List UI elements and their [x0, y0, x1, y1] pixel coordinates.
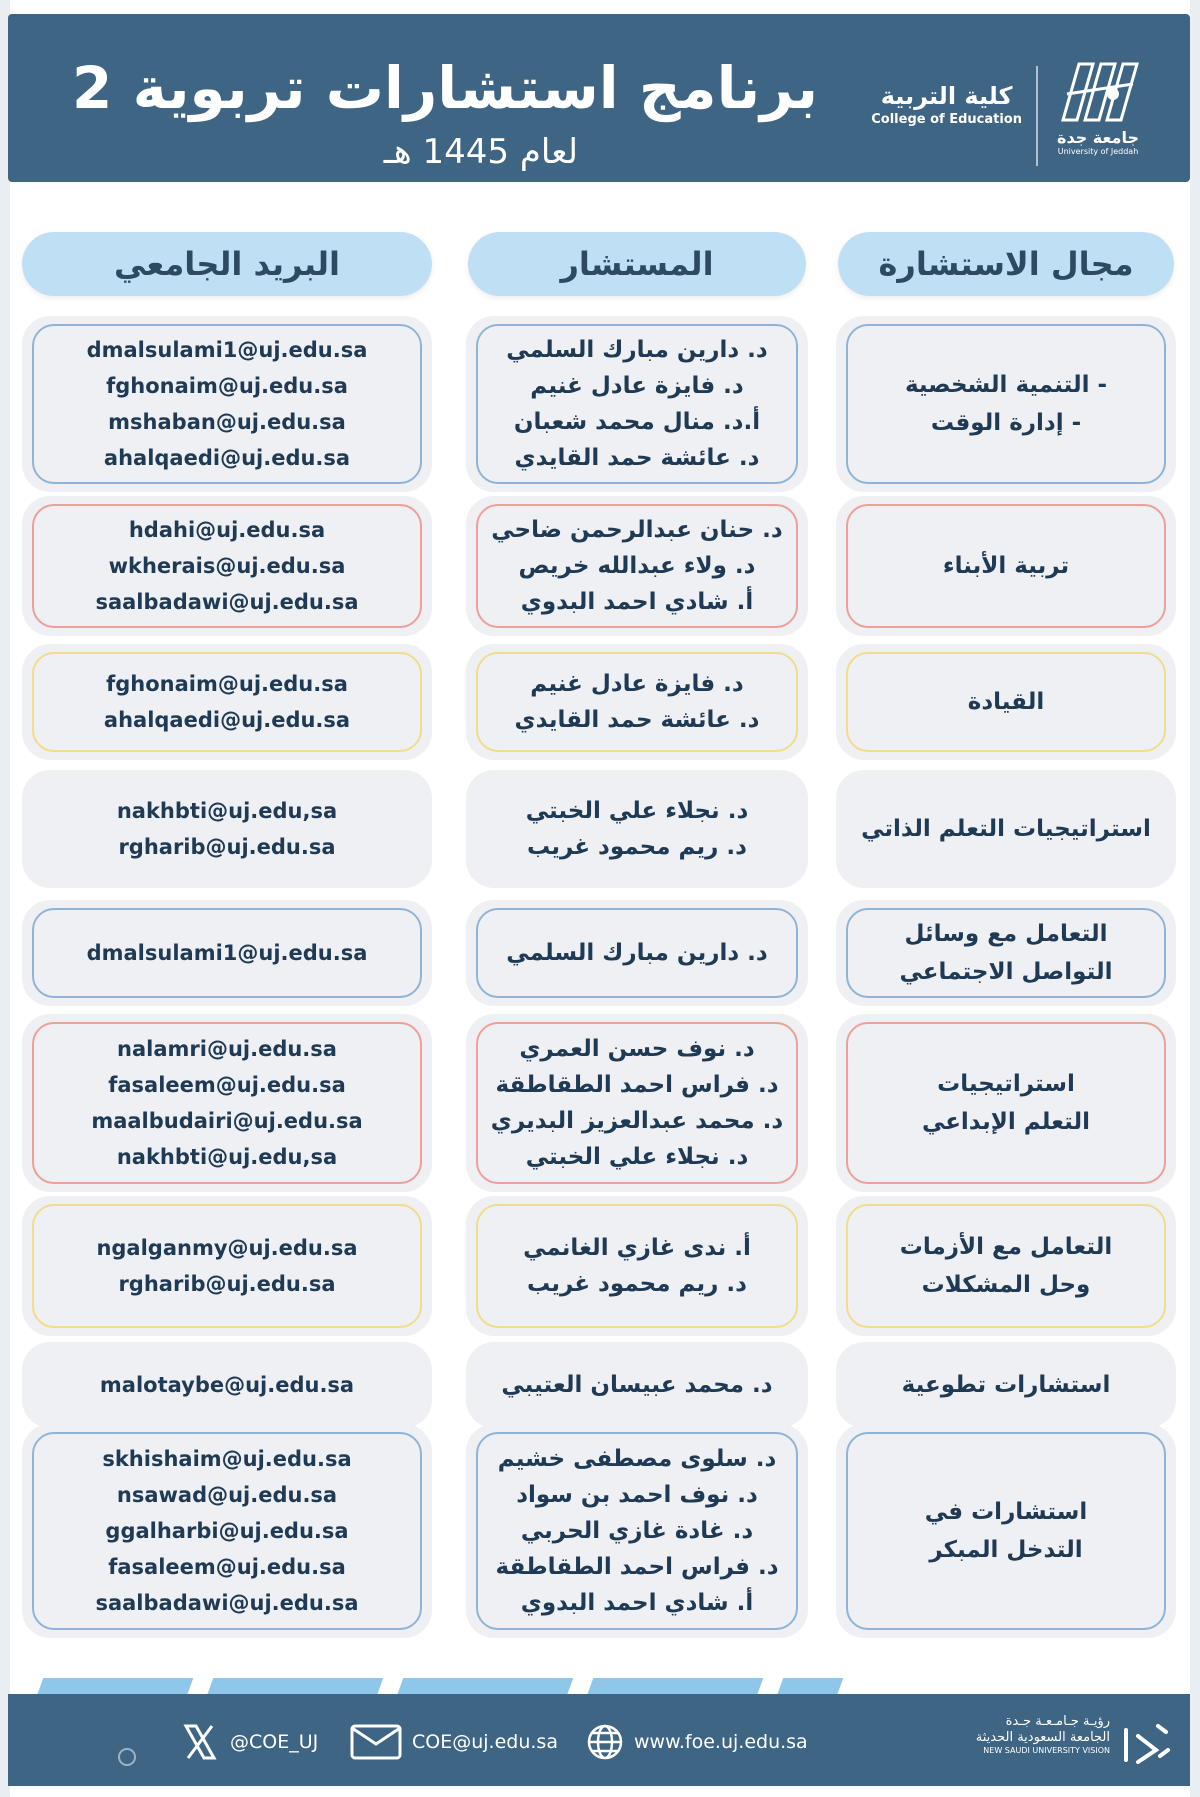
email-contact[interactable] — [350, 1722, 558, 1762]
email-cell — [22, 1014, 432, 1192]
website-url: www.foe.uj.edu.sa — [634, 1731, 808, 1753]
consultant-email[interactable]: skhishaim@uj.edu.sa — [102, 1447, 352, 1471]
field-cell — [836, 1342, 1176, 1428]
column-header-email: البريد الجامعي — [22, 232, 432, 296]
consultant-email[interactable]: maalbudairi@uj.edu.sa — [91, 1109, 363, 1133]
globe-icon — [586, 1723, 624, 1761]
consultant-name: د. نجلاء علي الخبتي — [525, 1144, 749, 1170]
consultant-name: د. نجلاء علي الخبتي — [525, 798, 749, 824]
consultant-cell — [466, 1424, 808, 1638]
consultant-name: د. نوف حسن العمري — [519, 1036, 755, 1062]
consultant-email[interactable]: fasaleem@uj.edu.sa — [108, 1073, 346, 1097]
consultant-email[interactable]: fasaleem@uj.edu.sa — [108, 1555, 346, 1579]
consultant-email[interactable]: mshaban@uj.edu.sa — [108, 410, 346, 434]
footer-bar — [8, 1694, 1190, 1786]
consultant-email[interactable]: hdahi@uj.edu.sa — [128, 518, 326, 542]
consultant-name: د. سلوى مصطفى خشيم — [497, 1446, 777, 1472]
field-cell — [836, 1014, 1176, 1192]
consultant-name: د. ريم محمود غريب — [527, 834, 747, 860]
table-row — [0, 1014, 1200, 1192]
consultation-field: وحل المشكلات — [921, 1272, 1091, 1298]
consultant-email[interactable]: nalamri@uj.edu.sa — [117, 1037, 337, 1061]
consultant-email[interactable]: nsawad@uj.edu.sa — [116, 1483, 338, 1507]
consultation-field: استراتيجيات التعلم الذاتي — [861, 816, 1151, 842]
contact-email: COE@uj.edu.sa — [412, 1731, 558, 1753]
consultation-field: استراتيجيات — [937, 1071, 1075, 1097]
mail-icon — [350, 1724, 402, 1760]
consultant-cell — [466, 1196, 808, 1336]
email-cell — [22, 1342, 432, 1428]
consultant-email[interactable]: ggalharbi@uj.edu.sa — [105, 1519, 349, 1543]
website-contact[interactable] — [586, 1722, 808, 1762]
consultant-name: د. فايزة عادل غنيم — [530, 671, 744, 697]
consultant-name: د. فراس احمد الطقاطقة — [495, 1072, 779, 1098]
consultation-field: - إدارة الوقت — [930, 410, 1082, 436]
consultation-field: القيادة — [967, 689, 1045, 715]
twitter-handle: @COE_UJ — [230, 1731, 319, 1753]
consultant-name: د. دارين مبارك السلمي — [506, 337, 768, 363]
consultant-email[interactable]: fghonaim@uj.edu.sa — [106, 374, 348, 398]
consultant-name: د. حنان عبدالرحمن ضاحي — [491, 517, 783, 543]
consultant-name: د. دارين مبارك السلمي — [506, 940, 768, 966]
column-header-consultant: المستشار — [468, 232, 806, 296]
college-name-en: College of Education — [871, 112, 1022, 127]
field-cell — [836, 644, 1176, 760]
email-cell — [22, 1196, 432, 1336]
table-row — [0, 496, 1200, 636]
consultant-email[interactable]: wkherais@uj.edu.sa — [108, 554, 346, 578]
consultant-email[interactable]: ahalqaedi@uj.edu.sa — [103, 708, 351, 732]
university-name-en: University of Jeddah — [1057, 147, 1139, 156]
field-cell — [836, 900, 1176, 1006]
consultant-email[interactable]: malotaybe@uj.edu.sa — [99, 1373, 355, 1397]
consultant-name: د. عائشة حمد القايدي — [514, 707, 760, 733]
consultation-field: التعامل مع الأزمات — [899, 1234, 1113, 1260]
university-logo-icon — [1053, 54, 1143, 126]
table-row — [0, 770, 1200, 888]
vision-mark-icon — [1118, 1716, 1172, 1770]
table-row — [0, 644, 1200, 760]
field-cell — [836, 496, 1176, 636]
field-cell — [836, 316, 1176, 492]
consultant-name: أ. ندى غازي الغانمي — [523, 1235, 751, 1261]
vision-logo-text: رؤيـة جـامـعـة جـدة الجامعة السعودية الحديثة NEW SAUDI UNIVERSITY VISION — [975, 1714, 1110, 1755]
table-row — [0, 1424, 1200, 1638]
college-name-ar: كلية التربية — [880, 82, 1013, 110]
consultant-name: د. محمد عبدالعزيز البديري — [490, 1108, 784, 1134]
consultant-name: د. غادة غازي الحربي — [520, 1518, 754, 1544]
consultation-field: استشارات في — [924, 1499, 1088, 1525]
column-header-field: مجال الاستشارة — [838, 232, 1174, 296]
email-cell — [22, 316, 432, 492]
field-cell — [836, 770, 1176, 888]
table-row — [0, 1196, 1200, 1336]
email-cell — [22, 644, 432, 760]
consultant-email[interactable]: dmalsulami1@uj.edu.sa — [86, 941, 368, 965]
consultant-name: د. محمد عبيسان العتيبي — [501, 1372, 773, 1398]
consultant-cell — [466, 644, 808, 760]
consultant-cell — [466, 316, 808, 492]
consultation-field: استشارات تطوعية — [901, 1372, 1111, 1398]
table-row — [0, 316, 1200, 492]
consultant-cell — [466, 900, 808, 1006]
consultant-email[interactable]: saalbadawi@uj.edu.sa — [95, 590, 359, 614]
consultant-email[interactable]: rgharib@uj.edu.sa — [118, 1272, 336, 1296]
consultant-name: أ. شادي احمد البدوي — [520, 1590, 754, 1616]
email-cell — [22, 1424, 432, 1638]
consultant-name: د. فراس احمد الطقاطقة — [495, 1554, 779, 1580]
consultant-name: د. عائشة حمد القايدي — [514, 445, 760, 471]
email-cell — [22, 900, 432, 1006]
consultation-field: تربية الأبناء — [942, 553, 1070, 579]
page-subtitle: لعام 1445 هـ — [383, 132, 578, 172]
consultation-field: التعامل مع وسائل — [904, 921, 1108, 947]
consultant-email[interactable]: ngalganmy@uj.edu.sa — [96, 1236, 358, 1260]
consultant-email[interactable]: ahalqaedi@uj.edu.sa — [103, 446, 351, 470]
x-logo-icon — [180, 1722, 220, 1762]
consultant-cell — [466, 770, 808, 888]
consultant-name: د. ولاء عبدالله خريص — [518, 553, 756, 579]
table-row — [0, 1342, 1200, 1428]
email-cell — [22, 770, 432, 888]
consultant-cell — [466, 1342, 808, 1428]
consultation-field: التدخل المبكر — [929, 1537, 1083, 1563]
consultant-name: د. ريم محمود غريب — [527, 1271, 747, 1297]
table-row — [0, 900, 1200, 1006]
consultation-field: التواصل الاجتماعي — [899, 959, 1113, 985]
consultant-email[interactable]: saalbadawi@uj.edu.sa — [95, 1591, 359, 1615]
consultant-name: أ. شادي احمد البدوي — [520, 589, 754, 615]
consultant-name: أ.د. منال محمد شعبان — [513, 409, 761, 435]
university-logo — [1048, 54, 1148, 174]
consultant-email[interactable]: nakhbti@uj.edu,sa — [116, 1145, 338, 1169]
consultant-cell — [466, 1014, 808, 1192]
page-title: برنامج استشارات تربوية 2 — [72, 54, 818, 122]
consultation-field: - التنمية الشخصية — [904, 372, 1108, 398]
twitter-contact[interactable] — [180, 1722, 318, 1762]
consultant-email[interactable]: rgharib@uj.edu.sa — [118, 835, 336, 859]
consultant-email[interactable]: fghonaim@uj.edu.sa — [106, 672, 348, 696]
header-divider — [1036, 66, 1038, 166]
header-banner — [8, 14, 1190, 182]
college-name — [871, 82, 1022, 127]
consultation-field: التعلم الإبداعي — [921, 1109, 1091, 1135]
consultant-email[interactable]: nakhbti@uj.edu,sa — [116, 799, 338, 823]
field-cell — [836, 1196, 1176, 1336]
consultant-name: د. فايزة عادل غنيم — [530, 373, 744, 399]
email-cell — [22, 496, 432, 636]
field-cell — [836, 1424, 1176, 1638]
consultant-email[interactable]: dmalsulami1@uj.edu.sa — [86, 338, 368, 362]
consultant-name: د. نوف احمد بن سواد — [516, 1482, 758, 1508]
university-name-ar: جامعة جدة — [1057, 128, 1139, 147]
consultant-cell — [466, 496, 808, 636]
